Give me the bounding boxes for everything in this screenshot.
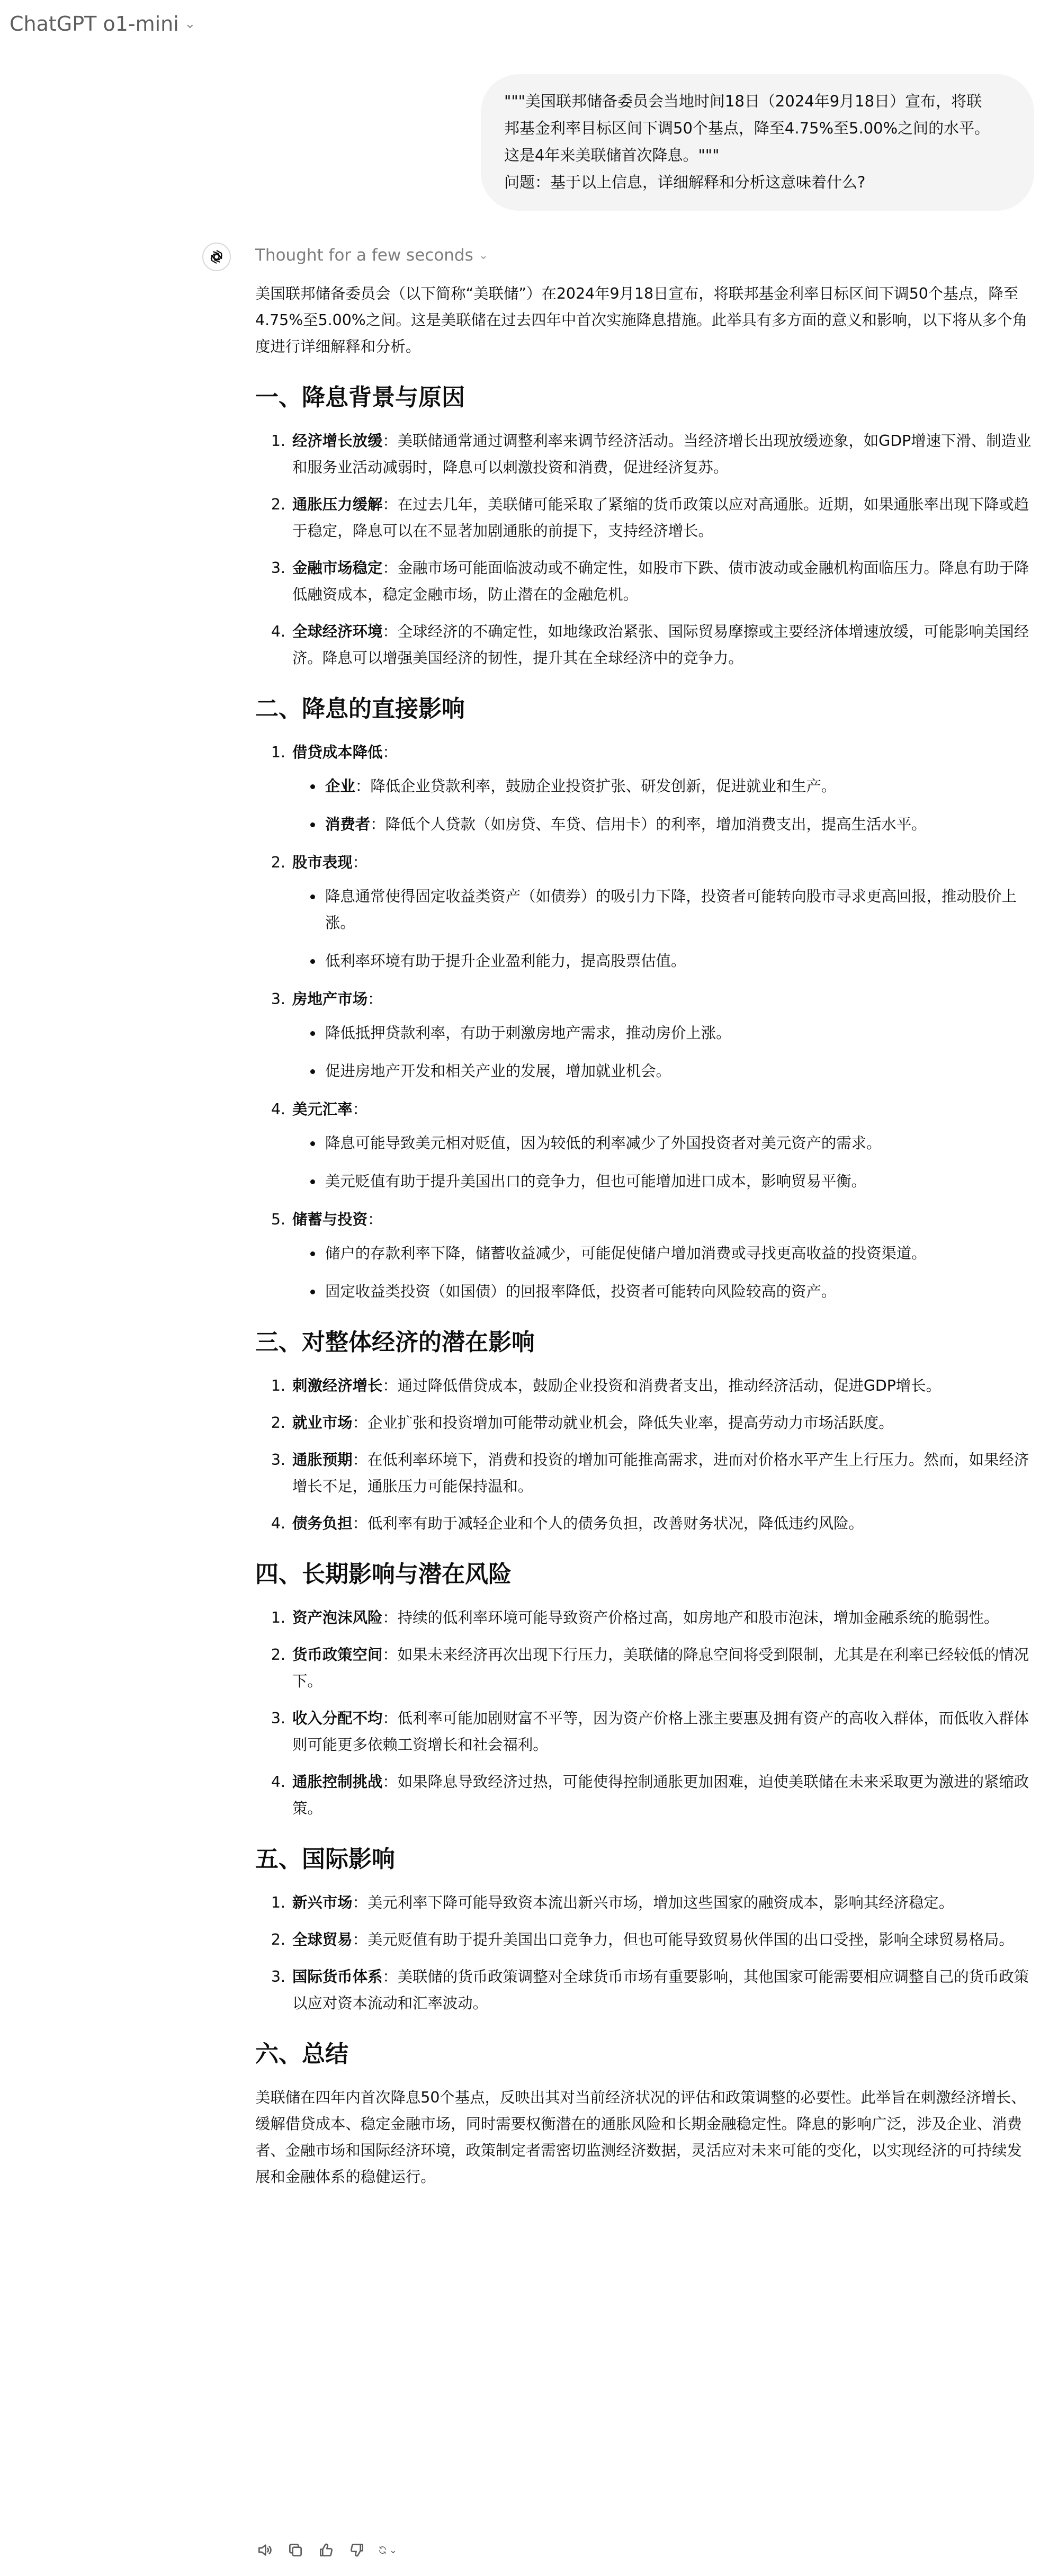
list-item <box>290 1206 1035 1305</box>
item-term: 国际货币体系 <box>292 1968 383 1985</box>
bullet-list <box>292 1240 1035 1305</box>
list-item <box>290 1096 1035 1195</box>
bullet-item <box>323 773 1035 800</box>
list-item <box>290 1605 1035 1631</box>
bullet-list <box>292 773 1035 838</box>
numbered-list <box>255 739 1035 1305</box>
item-term: 储蓄与投资 <box>292 1211 367 1228</box>
bullet-item <box>323 883 1035 936</box>
item-term: 收入分配不均 <box>292 1710 383 1727</box>
item-term: 股市表现 <box>292 854 353 871</box>
bullet-text: 低利率环境有助于提升企业盈利能力，提高股票估值。 <box>325 952 686 970</box>
list-item <box>290 1510 1035 1537</box>
list-item <box>290 555 1035 608</box>
list-item <box>290 1769 1035 1822</box>
bullet-text: 美元贬值有助于提升美国出口的竞争力，但也可能增加进口成本，影响贸易平衡。 <box>325 1173 867 1190</box>
bullet-item <box>323 1240 1035 1267</box>
message-actions <box>255 2537 397 2563</box>
list-item <box>290 1447 1035 1500</box>
section-heading: 三、对整体经济的潜在影响 <box>255 1329 535 1356</box>
bullet-text: ：降低个人贷款（如房贷、车贷、信用卡）的利率，增加消费支出，提高生活水平。 <box>370 816 927 833</box>
item-text: ：低利率可能加剧财富不平等，因为资产价格上涨主要惠及拥有资产的高收入群体，而低收入群体则可能更多依赖工资增长和社会福利。 <box>292 1710 1029 1754</box>
user-message-line: """美国联邦储备委员会当地时间18日（2024年9月18日）宣布，将联 <box>504 92 982 110</box>
copy-icon <box>287 2542 304 2559</box>
regenerate-icon <box>378 2542 387 2559</box>
bullet-term: 消费者 <box>325 816 371 833</box>
item-text: ：美联储通常通过调整利率来调节经济活动。当经济增长出现放缓迹象，如GDP增速下滑、制造业和服务业活动减弱时，降息可以刺激投资和消费，促进经济复苏。 <box>292 432 1032 476</box>
bullet-text: 降低抵押贷款利率，有助于刺激房地产需求，推动房价上涨。 <box>325 1024 731 1042</box>
user-message-line: 这是4年来美联储首次降息。""" <box>504 146 720 164</box>
section-heading: 四、长期影响与潜在风险 <box>255 1561 512 1588</box>
item-suffix: ： <box>352 1101 367 1118</box>
item-term: 经济增长放缓 <box>292 432 383 450</box>
bullet-text: 固定收益类投资（如国债）的回报率降低，投资者可能转向风险较高的资产。 <box>325 1283 837 1300</box>
list-item <box>290 619 1035 672</box>
regenerate-button[interactable] <box>378 2541 397 2560</box>
bullet-item <box>323 1130 1035 1157</box>
chevron-down-icon: ⌄ <box>478 248 489 262</box>
numbered-list <box>255 1890 1035 2017</box>
item-text: ：全球经济的不确定性，如地缘政治紧张、国际贸易摩擦或主要经济体增速放缓，可能影响美国经济。降息可以增强美国经济的韧性，提升其在全球经济中的竞争力。 <box>292 623 1029 667</box>
bullet-text: 降息可能导致美元相对贬值，因为较低的利率减少了外国投资者对美元资产的需求。 <box>325 1134 882 1152</box>
user-message-line: 邦基金利率目标区间下调50个基点，降至4.75%至5.00%之间的水平。 <box>504 119 990 137</box>
bullet-item <box>323 948 1035 974</box>
list-item <box>290 986 1035 1085</box>
section-heading: 二、降息的直接影响 <box>255 695 465 722</box>
copy-button[interactable] <box>286 2541 305 2560</box>
item-term: 债务负担 <box>292 1515 353 1532</box>
read-aloud-button[interactable] <box>255 2541 274 2560</box>
list-item <box>290 1890 1035 1916</box>
numbered-list <box>255 1373 1035 1537</box>
item-term: 房地产市场 <box>292 990 367 1008</box>
item-suffix: ： <box>367 990 383 1008</box>
section-heading: 五、国际影响 <box>255 1846 395 1873</box>
bullet-text: ：降低企业贷款利率，鼓励企业投资扩张、研发创新，促进就业和生产。 <box>355 777 837 795</box>
item-term: 美元汇率 <box>292 1101 353 1118</box>
assistant-avatar <box>202 243 231 271</box>
section-heading: 六、总结 <box>255 2041 348 2068</box>
item-term: 通胀压力缓解 <box>292 496 383 513</box>
bullet-item <box>323 811 1035 838</box>
item-term: 货币政策空间 <box>292 1646 383 1663</box>
item-text: ：如果降息导致经济过热，可能使得控制通胀更加困难，迫使美联储在未来采取更为激进的紧缩政策。 <box>292 1773 1029 1817</box>
chevron-down-icon: ⌄ <box>389 2544 397 2556</box>
item-text: ：如果未来经济再次出现下行压力，美联储的降息空间将受到限制，尤其是在利率已经较低的情况下。 <box>292 1646 1029 1690</box>
bullet-item <box>323 1058 1035 1085</box>
item-term: 新兴市场 <box>292 1894 353 1911</box>
good-response-button[interactable] <box>317 2541 336 2560</box>
item-term: 通胀预期 <box>292 1451 353 1469</box>
openai-logo-icon <box>208 248 226 266</box>
item-text: ：金融市场可能面临波动或不确定性，如股市下跌、债市波动或金融机构面临压力。降息有助于降低融资成本，稳定金融市场，防止潜在的金融危机。 <box>292 559 1029 603</box>
list-item <box>290 1927 1035 1953</box>
item-term: 刺激经济增长 <box>292 1377 383 1394</box>
thumbs-down-icon <box>348 2542 365 2559</box>
list-item <box>290 428 1035 481</box>
list-item <box>290 739 1035 838</box>
item-text: ：低利率有助于减轻企业和个人的债务负担，改善财务状况，降低违约风险。 <box>352 1515 864 1532</box>
thought-label: Thought for a few seconds <box>255 246 473 265</box>
numbered-list <box>255 1605 1035 1822</box>
item-term: 全球经济环境 <box>292 623 383 640</box>
list-item <box>290 1410 1035 1436</box>
bullet-term: 企业 <box>325 777 355 795</box>
item-text: ：美元贬值有助于提升美国出口竞争力，但也可能导致贸易伙伴国的出口受挫，影响全球贸易格局。 <box>352 1931 1014 1948</box>
bullet-text: 降息通常使得固定收益类资产（如债券）的吸引力下降，投资者可能转向股市寻求更高回报，推动股价上涨。 <box>325 888 1017 932</box>
bad-response-button[interactable] <box>347 2541 366 2560</box>
list-item <box>290 1705 1035 1758</box>
item-text: ：在过去几年，美联储可能采取了紧缩的货币政策以应对高通胀。近期，如果通胀率出现下降或趋于稳定，降息可以在不显著加剧通胀的前提下，支持经济增长。 <box>292 496 1029 540</box>
item-suffix: ： <box>382 744 398 761</box>
bullet-list <box>292 1020 1035 1085</box>
bullet-item <box>323 1168 1035 1195</box>
item-text: ：美元利率下降可能导致资本流出新兴市场，增加这些国家的融资成本，影响其经济稳定。 <box>352 1894 954 1911</box>
list-item <box>290 1373 1035 1399</box>
item-term: 通胀控制挑战 <box>292 1773 383 1791</box>
list-item <box>290 849 1035 974</box>
item-text: ：美联储的货币政策调整对全球货币市场有重要影响，其他国家可能需要相应调整自己的货币政策以应对资本流动和汇率波动。 <box>292 1968 1029 2012</box>
numbered-list <box>255 428 1035 672</box>
thumbs-up-icon <box>318 2542 335 2559</box>
thought-toggle[interactable] <box>255 239 488 271</box>
user-message-line: 问题：基于以上信息，详细解释和分析这意味着什么? <box>504 173 866 191</box>
assistant-message <box>255 281 1035 2190</box>
bullet-item <box>323 1278 1035 1305</box>
user-message-bubble <box>481 74 1034 211</box>
item-term: 借贷成本降低 <box>292 744 383 761</box>
item-suffix: ： <box>367 1211 383 1228</box>
chevron-down-icon: ⌄ <box>184 16 196 32</box>
list-item <box>290 1964 1035 2017</box>
item-text: ：持续的低利率环境可能导致资产价格过高，如房地产和股市泡沫，增加金融系统的脆弱性。 <box>382 1609 999 1626</box>
model-selector[interactable] <box>10 5 196 42</box>
summary-paragraph: 美联储在四年内首次降息50个基点，反映出其对当前经济状况的评估和政策调整的必要性。此举旨在刺激经济增长、缓解借贷成本、稳定金融市场，同时需要权衡潜在的通胀风险和长期金融稳定性。降息的影响广泛，涉及企业、消费者、金融市场和国际经济环境，政策制定者需密切监测经济数据，灵活应对未来可能的变化，以实现经济的可持续发展和金融体系的稳健运行。 <box>255 2089 1026 2186</box>
bullet-item <box>323 1020 1035 1046</box>
list-item <box>290 491 1035 544</box>
item-text: ：通过降低借贷成本，鼓励企业投资和消费者支出，推动经济活动，促进GDP增长。 <box>382 1377 942 1394</box>
item-suffix: ： <box>352 854 367 871</box>
model-label: ChatGPT o1-mini <box>10 12 179 35</box>
bullet-list <box>292 1130 1035 1195</box>
bullet-list <box>292 883 1035 974</box>
item-text: ：企业扩张和投资增加可能带动就业机会，降低失业率，提高劳动力市场活跃度。 <box>352 1414 894 1432</box>
list-item <box>290 1642 1035 1695</box>
item-term: 资产泡沫风险 <box>292 1609 383 1626</box>
bullet-text: 储户的存款利率下降，储蓄收益减少，可能促使储户增加消费或寻找更高收益的投资渠道。 <box>325 1245 927 1262</box>
speaker-icon <box>256 2542 273 2559</box>
bullet-text: 促进房地产开发和相关产业的发展，增加就业机会。 <box>325 1062 671 1080</box>
section-heading: 一、降息背景与原因 <box>255 384 465 411</box>
item-term: 就业市场 <box>292 1414 353 1432</box>
item-term: 金融市场稳定 <box>292 559 383 577</box>
intro-paragraph: 美国联邦储备委员会（以下简称“美联储”）在2024年9月18日宣布，将联邦基金利率目标区间下调50个基点，降至4.75%至5.00%之间。这是美联储在过去四年中首次实施降息措施。此举具有多方面的意义和影响，以下将从多个角度进行详细解释和分析。 <box>255 285 1027 355</box>
item-text: ：在低利率环境下，消费和投资的增加可能推高需求，进而对价格水平产生上行压力。然而，如果经济增长不足，通胀压力可能保持温和。 <box>292 1451 1029 1495</box>
item-term: 全球贸易 <box>292 1931 353 1948</box>
